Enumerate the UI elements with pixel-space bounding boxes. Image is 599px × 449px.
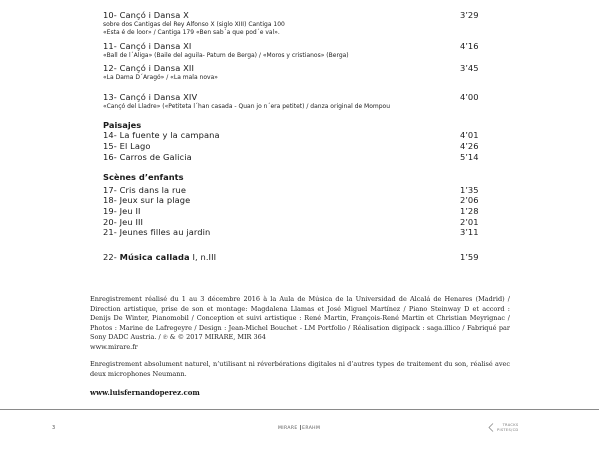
track-number: 22-: [103, 251, 117, 262]
track-subtitle: «Ball de l´Aliga» (Baile del aguila- Patum de Berga) / «Moros y cristianos» (Berga): [103, 51, 349, 59]
page-footer: [0, 409, 599, 449]
track-subtitle: «Esta é de loor» / Cantiga 179 «Ben sab´a que pod´e val».: [103, 28, 280, 36]
mirare-website-link[interactable]: www.mirare.fr: [90, 342, 138, 351]
tracks-nav-button[interactable]: [488, 423, 518, 432]
track-name-rest: I, n.III: [189, 251, 217, 262]
track-duration: 4’00: [460, 91, 479, 102]
track-name: Jeu III: [119, 216, 144, 227]
track-number: 19-: [103, 206, 117, 217]
track-name: El Lago: [119, 141, 151, 152]
track-title: [103, 152, 483, 163]
track-row: [103, 141, 483, 152]
brand-mirare: MIRARE: [278, 426, 298, 431]
track-row: [103, 63, 483, 82]
recording-note: Enregistrement absolument naturel, n’utilisant ni réverbérations digitales ni d’autres types de traitement du son, réalisé avec deux microphones Neumann.: [90, 360, 510, 378]
track-name: Cançó i Dansa XI: [119, 41, 192, 52]
track-subtitle: «La Dama D´Aragó» / «La mala nova»: [103, 73, 218, 81]
track-duration: 3’11: [460, 227, 479, 238]
track-duration: 1’28: [460, 206, 479, 217]
track-row: [103, 206, 483, 217]
track-title: [103, 217, 483, 228]
section-heading-scenes: Scènes d’enfants: [103, 172, 184, 183]
track-title: [103, 206, 483, 217]
track-duration: 4’16: [460, 41, 479, 52]
artist-website-link[interactable]: www.luisfernandoperez.com: [90, 388, 200, 397]
track-title: [103, 41, 483, 52]
track-row: [103, 227, 483, 238]
track-duration: 1’59: [460, 251, 479, 262]
track-row: [103, 185, 483, 196]
track-title: [103, 185, 483, 196]
label-brand: [278, 425, 320, 431]
section-heading-paisajes: Paisajes: [103, 119, 142, 130]
credits-paragraph: [90, 295, 510, 352]
track-name: Jeux sur la plage: [119, 195, 191, 206]
tracks-nav-line1: TRACKS: [502, 423, 519, 428]
track-name: Cançó i Dansa XII: [119, 63, 195, 74]
track-title: [103, 195, 483, 206]
track-title: [103, 10, 483, 21]
track-row: [103, 152, 483, 163]
page-number: 3: [52, 425, 56, 431]
track-number: 20-: [103, 216, 117, 227]
tracks-nav-line2: PISTES/CD: [497, 427, 519, 432]
track-number: 12-: [103, 63, 117, 74]
track-name-bold: Música callada: [119, 251, 190, 262]
track-row: [103, 130, 483, 141]
track-duration: 3’29: [460, 10, 479, 20]
track-row-final: [103, 252, 483, 263]
track-name: La fuente y la campana: [119, 130, 220, 141]
track-list: [103, 10, 483, 262]
track-row: [103, 10, 483, 37]
track-title: [103, 252, 483, 263]
track-number: 15-: [103, 141, 117, 152]
track-number: 16-: [103, 151, 117, 162]
track-name: Carros de Galicia: [119, 151, 192, 162]
track-title: [103, 227, 483, 238]
track-row: [103, 92, 483, 111]
track-duration: 5’14: [460, 151, 479, 162]
track-name: Cançó i Dansa XIV: [119, 91, 198, 102]
track-duration: 4’26: [460, 141, 479, 152]
track-row: [103, 41, 483, 60]
track-title: [103, 141, 483, 152]
track-duration: 1’35: [460, 184, 479, 195]
brand-erahm: ERAHM: [302, 426, 321, 431]
track-duration: 3’45: [460, 63, 479, 74]
track-row: [103, 217, 483, 228]
brand-divider: [300, 425, 301, 430]
track-name: Cris dans la rue: [119, 184, 187, 195]
track-name: Jeu II: [119, 206, 141, 217]
tracks-nav-label: [497, 423, 518, 431]
track-title: [103, 63, 483, 74]
track-duration: 2’06: [460, 195, 479, 206]
track-number: 11-: [103, 41, 117, 52]
credits-text: Enregistrement réalisé du 1 au 3 décembre 2016 à la Aula de Música de la Universidad de Alcalá de Henares (Madrid) / Direction artistique, prise de son et montage: Magdalena Llamas et José Miguel Martínez / Piano Steinway D et accord : Denijs De Winter, Pianomobil / Conception et suivi artistique : René Martin, François-René Martin et Christian Meyrignac / Photos : Marine de Lafregeyre / Design : Jean-Michel Bouchet - LM Portfolio / Réalisation digipack : saga.illico / Fabriqué par Sony DADC Austria. / ℗ & © 2017 MIRARE, MIR 364: [90, 295, 510, 341]
track-number: 10-: [103, 10, 117, 20]
track-duration: 4’01: [460, 130, 479, 141]
track-number: 18-: [103, 195, 117, 206]
track-subtitle: sobre dos Cantigas del Rey Alfonso X (siglo XIII) Cantiga 100: [103, 20, 285, 28]
chevron-left-icon: [488, 423, 494, 432]
track-name: Jeunes filles au jardin: [119, 227, 211, 238]
track-title: [103, 130, 483, 141]
track-duration: 2’01: [460, 216, 479, 227]
track-subtitle: «Cançó del Lladre» («Petiteta l´han casada - Quan jo n´era petitet) / danza original de Mompou: [103, 102, 391, 110]
track-number: 13-: [103, 91, 117, 102]
track-number: 21-: [103, 227, 117, 238]
credits-notes: [90, 295, 510, 397]
track-title: [103, 92, 483, 103]
track-number: 14-: [103, 130, 117, 141]
track-number: 17-: [103, 184, 117, 195]
track-row: [103, 195, 483, 206]
track-name: Cançó i Dansa X: [119, 10, 189, 20]
